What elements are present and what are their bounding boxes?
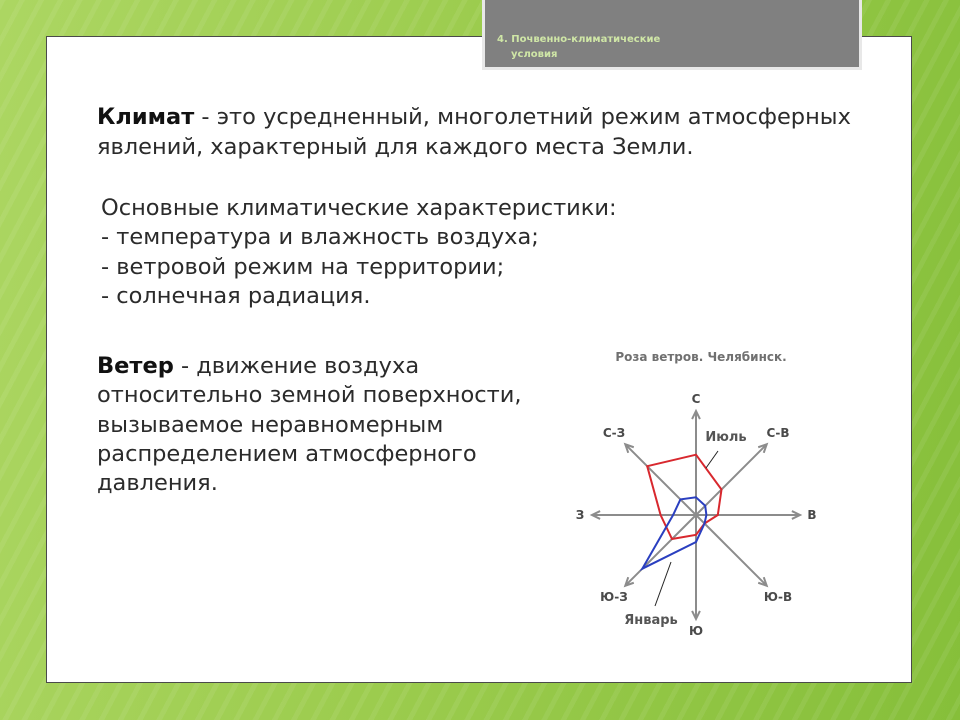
wind-definition-line-3: вызываемое неравномерным [97,411,444,438]
wind-definition-line-5: давления. [97,470,218,497]
climate-definition-text-1: - это усредненный, многолетний режим атмосферных [201,104,851,130]
january-leader-line [655,562,671,606]
january-series-label: Январь [624,613,678,628]
wind-rose-diagram [560,340,830,640]
direction-label-north-east: С-В [766,425,790,440]
wind-rose-title: Роза ветров. Челябинск. [615,350,787,364]
climate-characteristics-list [101,194,617,311]
climate-definition [97,102,851,162]
characteristics-item: - солнечная радиация. [101,282,371,309]
direction-label-south: Ю [688,624,704,638]
wind-term: Ветер [97,353,174,379]
wind-definition-line-4: распределением атмосферного [97,440,477,467]
july-series-label: Июль [705,430,747,445]
direction-label-north-west: С-З [602,425,626,440]
section-tab-title: 4. Почвенно-климатические условия [497,34,661,60]
characteristics-heading: Основные климатические характеристики: [101,195,617,221]
characteristics-item: - температура и влажность воздуха; [101,224,539,251]
wind-definition-line-2: относительно земной поверхности, [97,382,522,409]
characteristics-item: - ветровой режим на территории; [101,253,505,280]
direction-label-south-west: Ю-З [600,590,628,605]
july-leader-line [706,451,718,468]
axis-south-west [625,515,696,586]
wind-definition [97,352,522,498]
axis-south-east [696,515,767,586]
direction-label-south-east: Ю-В [763,590,793,605]
climate-definition-line-2: явлений, характерный для каждого места Земли. [97,134,694,160]
direction-label-west: З [575,508,585,522]
axis-north-east [696,444,767,515]
climate-definition-line-1 [97,102,851,132]
wind-definition-text-1: - движение воздуха [180,353,420,379]
wind-definition-line-1 [97,352,522,381]
axis-north-west [625,444,696,515]
direction-label-north: С [691,392,701,406]
wind-rose-axes [592,411,800,619]
direction-label-east: В [807,508,817,522]
climate-term: Климат [97,104,195,130]
